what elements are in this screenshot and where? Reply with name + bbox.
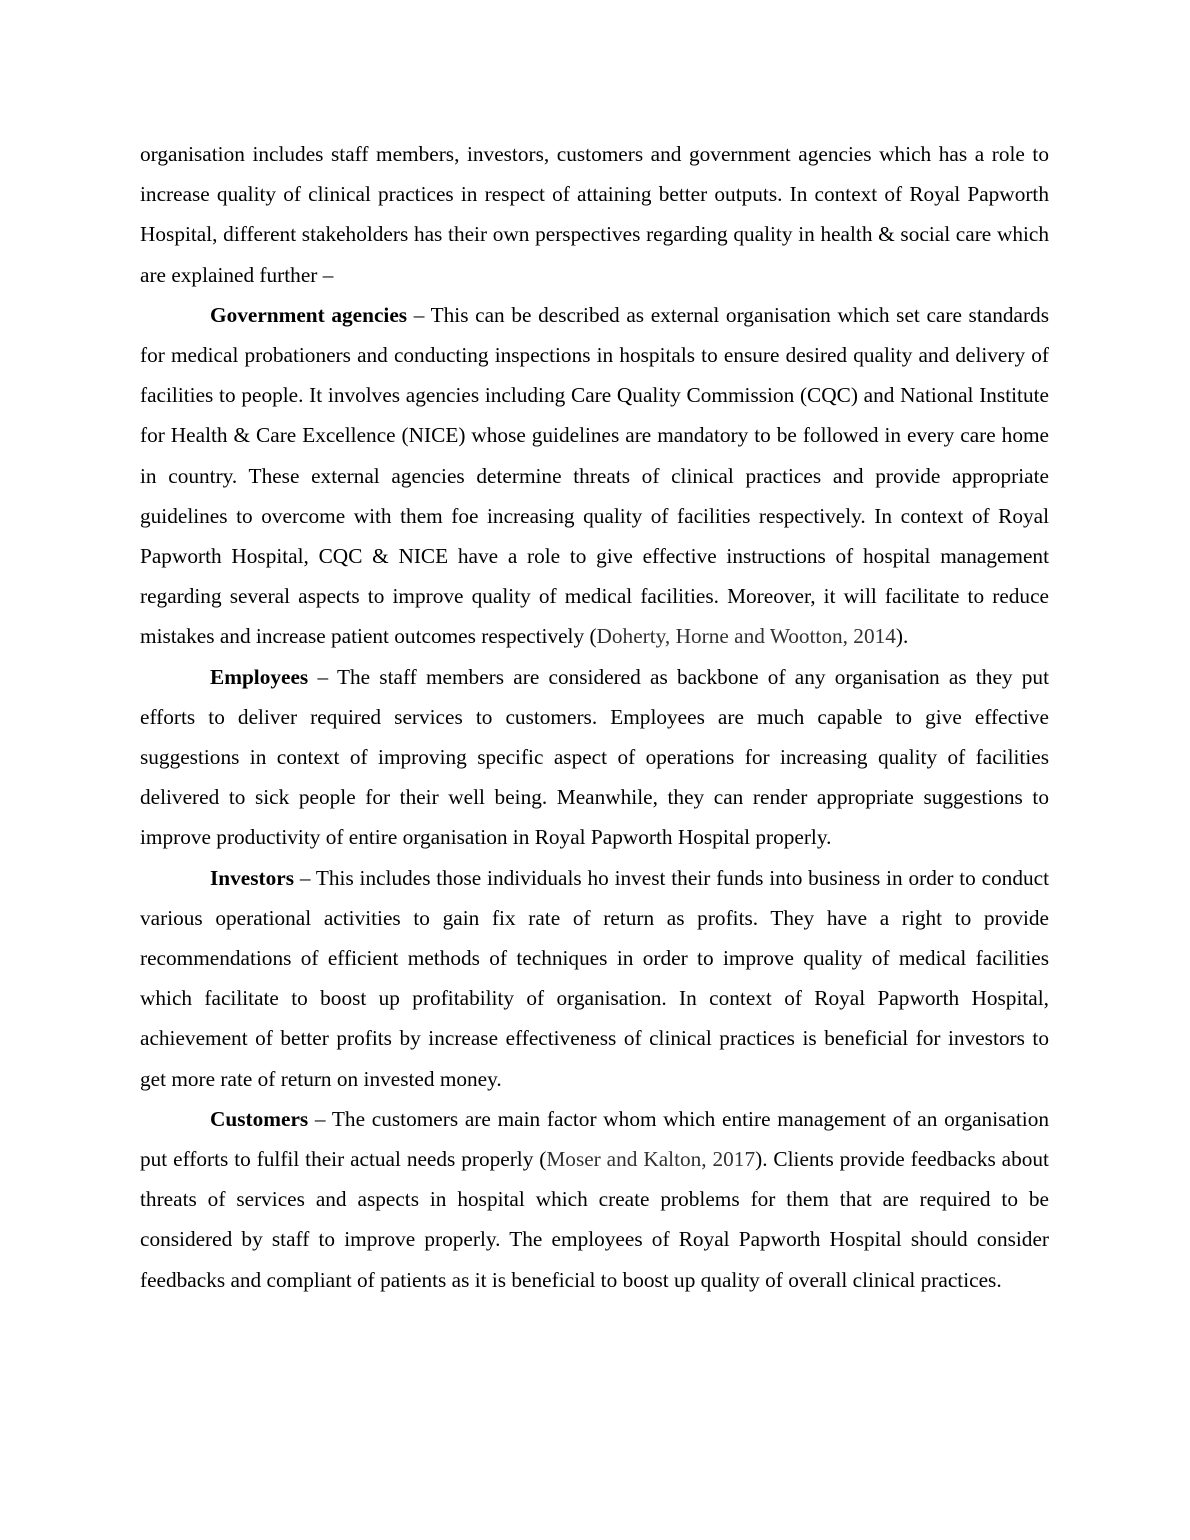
paragraph-employees	[140, 657, 1049, 858]
government-text-end: ).	[895, 624, 909, 649]
heading-government-agencies: Government agencies	[210, 302, 408, 327]
paragraph-investors	[140, 858, 1049, 1099]
investors-text: – This includes those individuals ho invest their funds into business in order to conduct various operational activities to gain fix rate of return as profits. They have a right to provide recommendations of efficient methods of techniques in order to improve quality of medical facilities which facilitate to boost up profitability of organisation. In context of Royal Papworth Hospital, achievement of better profits by increase effectiveness of clinical practices is beneficial for investors to get more rate of return on invested money.	[140, 865, 1049, 1091]
customers-text-end: ). Clients provide feedbacks about threats of services and aspects in hospital which create problems for them that are required to be considered by staff to improve properly. The employees of Royal Papworth Hospital should consider feedbacks and compliant of patients as it is beneficial to boost up quality of overall clinical practices.	[140, 1147, 1049, 1292]
employees-text: – The staff members are considered as backbone of any organisation as they put efforts to deliver required services to customers. Employees are much capable to give effective suggestions in context of improving specific aspect of operations for increasing quality of facilities delivered to sick people for their well being. Meanwhile, they can render appropriate suggestions to improve productivity of entire organisation in Royal Papworth Hospital properly.	[140, 664, 1049, 850]
intro-text: organisation includes staff members, investors, customers and government agencies which has a role to increase quality of clinical practices in respect of attaining better outputs. In context of Royal Papworth Hospital, different stakeholders has their own perspectives regarding quality in health & social care which are explained further –	[140, 142, 1049, 287]
document-page	[140, 134, 1049, 1300]
paragraph-customers	[140, 1099, 1049, 1300]
heading-customers: Customers	[210, 1106, 309, 1131]
paragraph-intro	[140, 134, 1049, 295]
government-text: – This can be described as external organisation which set care standards for medical probationers and conducting inspections in hospitals to ensure desired quality and delivery of facilities to people. It involves agencies including Care Quality Commission (CQC) and National Institute for Health & Care Excellence (NICE) whose guidelines are mandatory to be followed in every care home in country. These external agencies determine threats of clinical practices and provide appropriate guidelines to overcome with them foe increasing quality of facilities respectively. In context of Royal Papworth Hospital, CQC & NICE have a role to give effective instructions of hospital management regarding several aspects to improve quality of medical facilities. Moreover, it will facilitate to reduce mistakes and increase patient outcomes respectively (	[140, 302, 1049, 649]
citation-moser: Moser and Kalton, 2017	[546, 1147, 756, 1172]
heading-investors: Investors	[210, 865, 295, 890]
citation-doherty: Doherty, Horne and Wootton, 2014	[596, 624, 896, 649]
heading-employees: Employees	[210, 664, 309, 689]
customers-text: – The customers are main factor whom which entire management of an organisation put efforts to fulfil their actual needs properly (	[140, 1106, 1049, 1172]
paragraph-government-agencies	[140, 295, 1049, 657]
